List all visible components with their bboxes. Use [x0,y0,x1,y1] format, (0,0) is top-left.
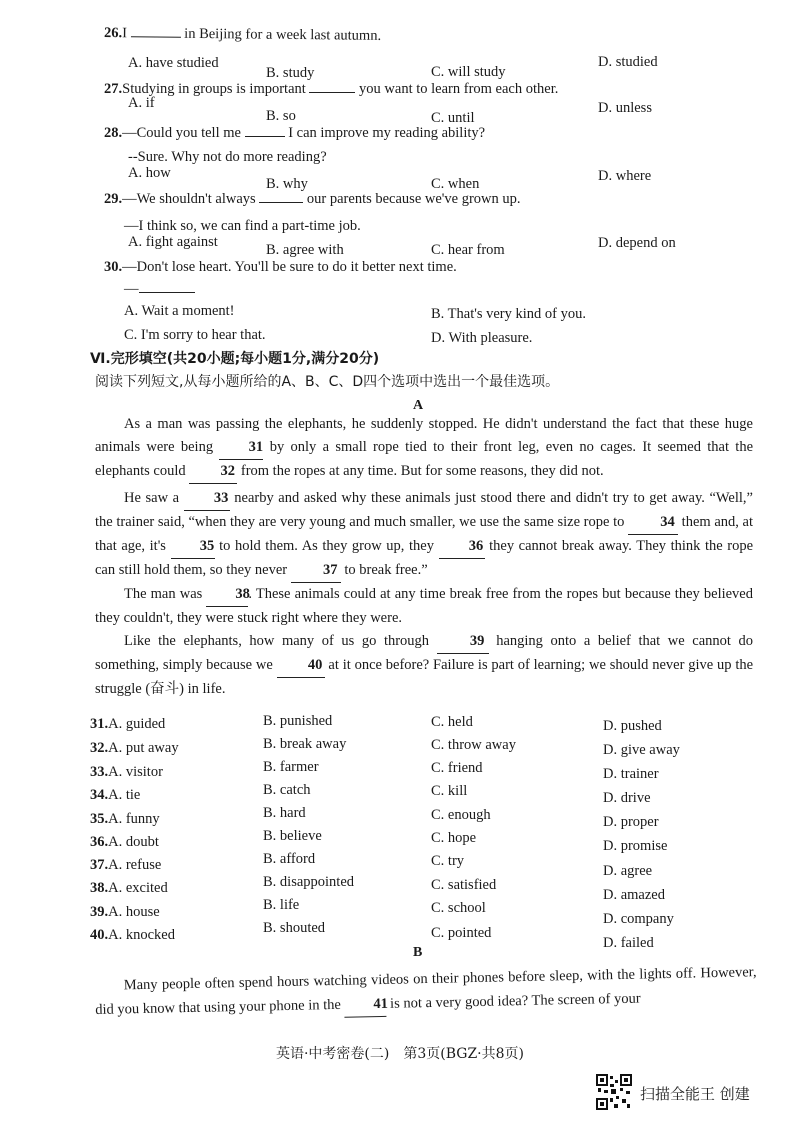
question-30-reply: — [124,280,195,298]
option-row: 31.A. guided [90,716,166,732]
passage-a [95,413,753,701]
qr-code-icon [596,1074,632,1110]
blank-34: 34 [628,511,678,535]
answer-blank [259,202,303,203]
option-26-b: B. study [266,65,315,81]
option-row: 32.A. put away [90,740,179,756]
option-row: 39.A. house [90,904,160,920]
option-row: 36.A. doubt [90,834,159,850]
option-29-a: A. fight against [128,234,218,250]
option-27-d: D. unless [598,100,652,116]
option-29-d: D. depend on [598,235,676,251]
passage-a-paragraph-3: The man was 38. These animals could at any time break free from the ropes but because they believed they couldn't, they were stuck right where they were. [95,583,753,630]
option-28-b: B. why [266,176,308,192]
blank-31: 31 [219,436,263,460]
option-row: 33.A. visitor [90,764,163,780]
blank-40: 40 [277,654,325,678]
question-28: 28.—Could you tell me I can improve my reading ability? [104,125,486,141]
question-26: 26.I in Beijing for a week last autumn. [103,25,382,44]
option-30-d: D. With pleasure. [431,330,533,346]
option-29-c: C. hear from [431,242,505,258]
answer-blank [245,136,285,137]
passage-b-paragraph-1: Many people often spend hours watching videos on their phones before sleep, with the lights off. However, did you know that using your phone in the 41 is not a very good idea? The screen of your [95,964,757,1018]
question-30: 30.—Don't lose heart. You'll be sure to do it better next time. [104,259,457,275]
passage-a-paragraph-1: As a man was passing the elephants, he suddenly stopped. He didn't understand the fact that these huge animals were being 31 by only a small rope tied to their front leg, even no cages. It seemed that the elephants could 32 from the ropes at any time. But for some reasons, they did not. [95,413,753,484]
option-28-c: C. when [431,176,480,192]
option-27-b: B. so [266,108,296,124]
option-30-c: C. I'm sorry to hear that. [124,327,266,343]
blank-36: 36 [439,535,485,559]
exam-page: 26.I in Beijing for a week last autumn. A. have studied B. study C. will study D. studied 27.Studying in groups is important you want to learn from each other. A. if B. so C. until D. unless 28.—Could you tell me I can improve my reading ability? --Sure. Why not do more reading? A. how B. why C. when D. where 29.—We shouldn't always our parents because we've grown up. —I think so, we can find a part-time job. A. fight against B. agree with C. hear from D. depend on 30.—Don't lose heart. You'll be sure to do it better next time. — A. Wait a moment! B. That's very kind of you. C. I'm sorry to hear that. D. With pleasure. Ⅵ.完形填空(共20小题;每小题1分,满分20分) 阅读下列短文,从每小题所给的A、B、C、D四个选项中选出一个最佳选项。 A As a man was passing the elephants, he suddenly stopped. He didn't understand the fact that these huge animals were being 31 by only a small rope tied to their front leg, even no cages. It seemed that the elephants could 32 from the ropes at any time. But for some reasons, they did not. He saw a 33 nearby and asked why these animals just stood there and didn't try to get away. “Well,” the trainer said, “when they are very young and much smaller, we use the same size rope to 34 them and, at that age, it's 35 to hold them. As they grow up, they 36 they cannot break away. They think the rope can still hold them, so they never 37 to break free.” The man was 38. These animals could at any time break free from the ropes but because they believed they couldn't, they were stuck right where they were. Like the elephants, how many of us go through 39 hanging onto a belief that we cannot do something, simply because we 40 at it once before? Failure is part of learning; we should never give up the struggle (奋斗) in life. 31.A. guided B. punished C. held D. pushed 32.A. put away B. break away C. throw away D. give away 33.A. visitor B. farmer C. friend D. trainer 34.A. tie B. catch C. kill D. drive 35.A. funny B. hard C. enough D. proper 36.A. doubt B. believe C. hope D. promise 37.A. refuse B. afford C. try D. agree 38.A. excited B. disappointed C. satisfied D. amazed 39.A. house B. life C. school D. company 40.A. knocked B. shouted C. pointed D. failed B Many people often spend hours watching videos on their phones before sleep, with the lights off. However, did you know that using your phone in the 41 is not a very good idea? The screen of your 英语·中考密卷(二) 第3页(BGZ·共8页) 扫描全能王 创建 [0,0,794,1124]
page-footer: 英语·中考密卷(二) 第3页(BGZ·共8页) [275,1046,525,1062]
option-row: 37.A. refuse [90,857,162,873]
blank-38: 38 [206,583,248,607]
option-26-c: C. will study [431,64,506,80]
passage-a-paragraph-4: Like the elephants, how many of us go through 39 hanging onto a belief that we cannot do something, simply because we 40 at it once before? Failure is part of learning; we should never give up the struggle (奋斗) in life. [95,630,753,701]
option-30-a: A. Wait a moment! [124,303,235,319]
option-row: 34.A. tie [90,787,141,803]
option-26-d: D. studied [598,54,658,70]
question-28-reply: --Sure. Why not do more reading? [128,149,327,165]
question-29: 29.—We shouldn't always our parents because we've grown up. [104,191,521,207]
blank-39: 39 [437,630,489,654]
option-26-a: A. have studied [128,55,219,71]
blank-37: 37 [291,559,341,583]
blank-35: 35 [171,535,215,559]
option-30-b: B. That's very kind of you. [431,306,586,322]
answer-blank [309,92,355,93]
option-27-a: A. if [128,95,155,111]
blank-32: 32 [189,460,237,484]
option-28-d: D. where [598,168,652,184]
scanner-watermark: 扫描全能王 创建 [640,1085,750,1103]
option-row: 38.A. excited [90,880,168,896]
answer-blank [139,292,195,293]
answer-blank [131,36,181,38]
blank-41: 41 [344,992,387,1018]
section-heading: Ⅵ.完形填空(共20小题;每小题1分,满分20分) [90,351,380,367]
passage-b [94,960,757,1023]
option-29-b: B. agree with [266,242,344,258]
option-27-c: C. until [431,110,475,126]
option-28-a: A. how [128,165,171,181]
option-row: 40.A. knocked [90,927,175,943]
passage-b-label: B [413,945,423,960]
option-row: 35.A. funny [90,811,160,827]
question-27: 27.Studying in groups is important you want to learn from each other. [104,81,559,97]
section-instruction: 阅读下列短文,从每小题所给的A、B、C、D四个选项中选出一个最佳选项。 [95,374,560,390]
passage-a-label: A [413,398,424,413]
passage-a-paragraph-2: He saw a 33 nearby and asked why these animals just stood there and didn't try to get away. “Well,” the trainer said, “when they are very young and much smaller, we use the same size rope to 34 them and, at that age, it's 35 to hold them. As they grow up, they 36 they cannot break away. They think the rope can still hold them, so they never 37 to break free.” [95,487,753,583]
question-29-reply: —I think so, we can find a part-time job. [124,218,361,234]
blank-33: 33 [184,487,230,511]
